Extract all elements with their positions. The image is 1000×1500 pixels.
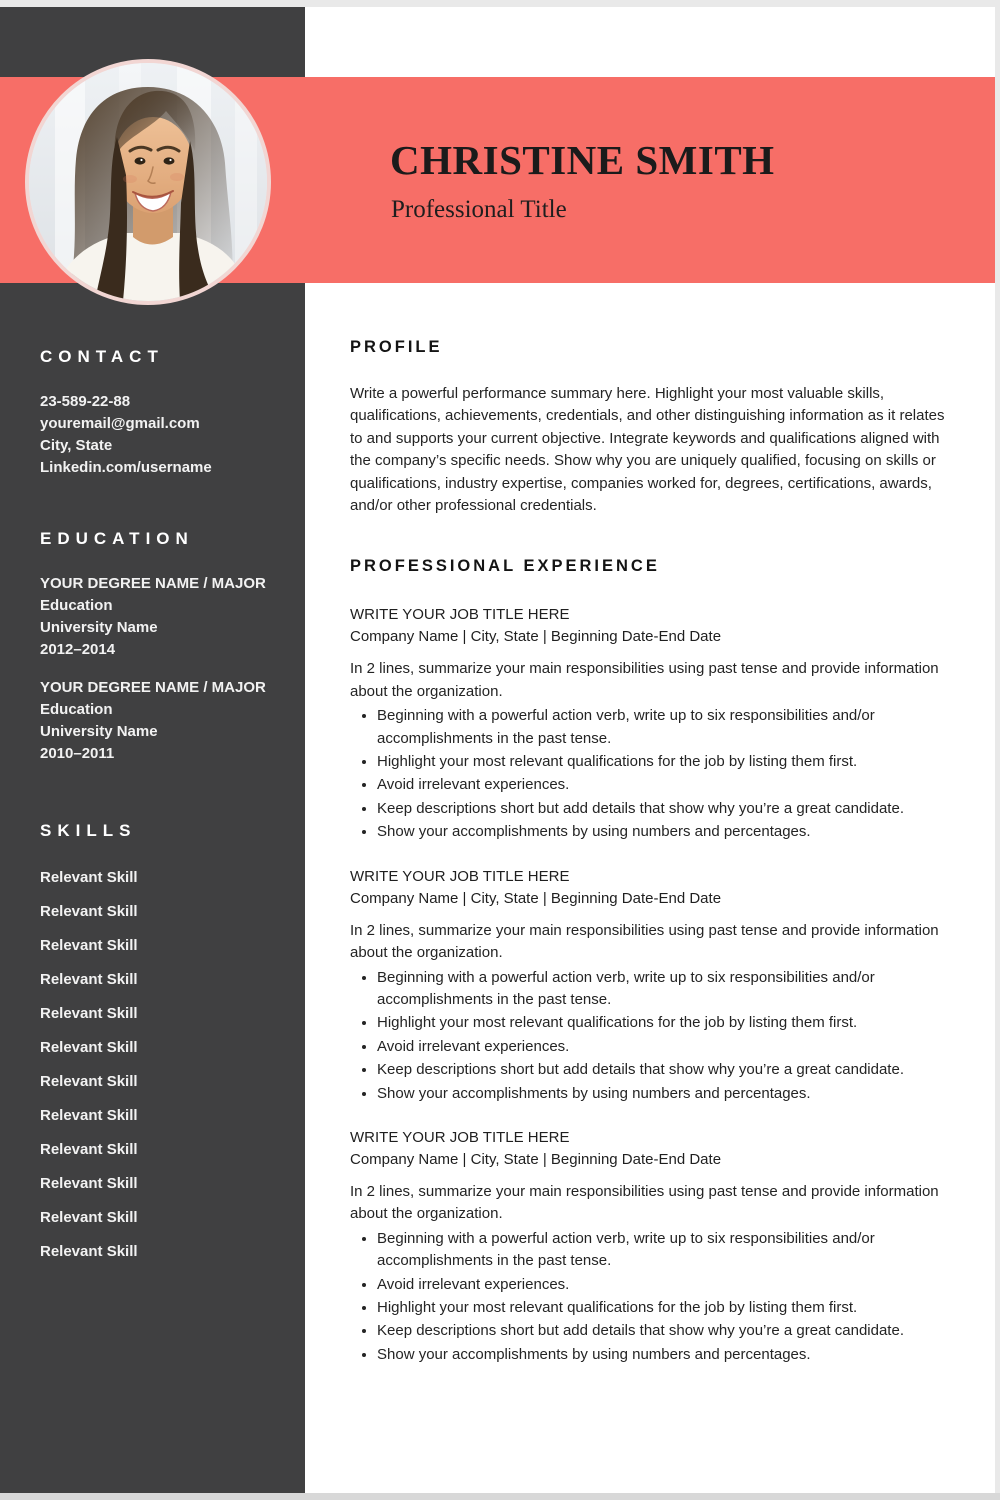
skill-item: Relevant Skill (40, 1107, 138, 1124)
bullet-item: • Avoid irrelevant experiences. (377, 1036, 947, 1058)
experience-section (350, 557, 947, 1366)
bullet-item: • Highlight your most relevant qualifications for the job by listing them first. (377, 1012, 947, 1034)
bullet-item: • Avoid irrelevant experiences. (377, 1274, 947, 1296)
education-years: 2012–2014 (40, 641, 116, 658)
education-entry (40, 573, 275, 661)
skill-item: Relevant Skill (40, 1039, 138, 1056)
bullet-item: • Highlight your most relevant qualifications for the job by listing them first. (377, 1297, 947, 1319)
job-entry (350, 604, 947, 843)
skills-heading: SKILLS (40, 821, 137, 840)
skill-item: Relevant Skill (40, 1175, 138, 1192)
job-entry (350, 1127, 947, 1366)
job-company-line: Company Name | City, State | Beginning Date-End Date (350, 889, 722, 907)
frame-right-strip (995, 0, 1000, 1500)
bullet-item: • Keep descriptions short but add details that show why you’re a great candidate. (377, 1059, 947, 1081)
skill-item: Relevant Skill (40, 903, 138, 920)
contact-heading: CONTACT (40, 347, 164, 366)
job-title: WRITE YOUR JOB TITLE HERE (350, 606, 570, 624)
profile-heading: PROFILE (350, 338, 443, 356)
education-heading: EDUCATION (40, 529, 194, 548)
bullet-item: • Beginning with a powerful action verb, write up to six responsibilities and/or accomplishments in the past tense. (377, 1228, 947, 1273)
bullet-item: • Beginning with a powerful action verb, write up to six responsibilities and/or accomplishments in the past tense. (377, 967, 947, 1012)
university-name: University Name (40, 723, 158, 740)
skills-section (40, 821, 275, 1263)
bullet-item: • Beginning with a powerful action verb, write up to six responsibilities and/or accomplishments in the past tense. (377, 705, 947, 750)
frame-bottom-strip (0, 1493, 1000, 1500)
skill-item: Relevant Skill (40, 1209, 138, 1226)
professional-title: Professional Title (391, 196, 567, 223)
job-entry (350, 866, 947, 1105)
location: City, State (40, 437, 113, 454)
bullet-item: • Highlight your most relevant qualifications for the job by listing them first. (377, 751, 947, 773)
profile-photo (25, 59, 271, 305)
skill-item: Relevant Skill (40, 937, 138, 954)
bullet-item: • Show your accomplishments by using numbers and percentages. (377, 1344, 947, 1366)
university-name: University Name (40, 619, 158, 636)
skill-item: Relevant Skill (40, 1243, 138, 1260)
job-company-line: Company Name | City, State | Beginning Date-End Date (350, 1150, 722, 1168)
portrait-illustration (29, 63, 267, 301)
skills-list (40, 867, 275, 1263)
job-summary: In 2 lines, summarize your main responsibilities using past tense and provide information about the organization. (350, 1182, 939, 1223)
skill-item: Relevant Skill (40, 869, 138, 886)
skill-item: Relevant Skill (40, 971, 138, 988)
bullet-item: • Keep descriptions short but add details that show why you’re a great candidate. (377, 1320, 947, 1342)
job-bullet-list (350, 705, 947, 843)
experience-heading: PROFESSIONAL EXPERIENCE (350, 557, 660, 576)
job-bullet-list (350, 1228, 947, 1366)
degree-name: YOUR DEGREE NAME / MAJOR (40, 679, 266, 696)
main-content (350, 338, 947, 1388)
bullet-item: • Show your accomplishments by using numbers and percentages. (377, 821, 947, 843)
bullet-item: • Show your accomplishments by using numbers and percentages. (377, 1083, 947, 1105)
contact-section (40, 347, 275, 479)
email-address: youremail@gmail.com (40, 415, 200, 432)
job-summary: In 2 lines, summarize your main responsibilities using past tense and provide information about the organization. (350, 921, 939, 962)
education-years: 2010–2011 (40, 745, 115, 762)
program-name: Education (40, 701, 113, 718)
skill-item: Relevant Skill (40, 1073, 138, 1090)
sidebar-content (40, 347, 275, 1275)
job-bullet-list (350, 967, 947, 1105)
header-text-block (390, 137, 775, 223)
skill-item: Relevant Skill (40, 1005, 138, 1022)
degree-name: YOUR DEGREE NAME / MAJOR (40, 575, 266, 592)
program-name: Education (40, 597, 113, 614)
profile-section (350, 338, 947, 517)
job-title: WRITE YOUR JOB TITLE HERE (350, 1128, 570, 1146)
candidate-name: CHRISTINE SMITH (390, 137, 775, 183)
frame-top-strip (0, 0, 1000, 7)
skill-item: Relevant Skill (40, 1141, 138, 1158)
linkedin-handle: Linkedin.com/username (40, 459, 212, 476)
education-entry (40, 677, 275, 765)
bullet-item: • Avoid irrelevant experiences. (377, 774, 947, 796)
job-summary: In 2 lines, summarize your main responsibilities using past tense and provide information about the organization. (350, 660, 939, 700)
phone-number: 23-589-22-88 (40, 393, 131, 410)
education-section (40, 529, 275, 765)
job-title: WRITE YOUR JOB TITLE HERE (350, 867, 570, 885)
bullet-item: • Keep descriptions short but add details that show why you’re a great candidate. (377, 798, 947, 820)
job-company-line: Company Name | City, State | Beginning Date-End Date (350, 628, 722, 646)
profile-text: Write a powerful performance summary here. Highlight your most valuable skills, qualifications, achievements, credentials, and other distinguishing information as it relates to and supports your current objective. Integrate keywords and qualifications aligned with the company’s specific needs. Show why you are uniquely qualified, focusing on skills or qualifications, industry expertise, companies worked for, degrees, certifications, awards, and/or other professional credentials. (350, 385, 945, 515)
